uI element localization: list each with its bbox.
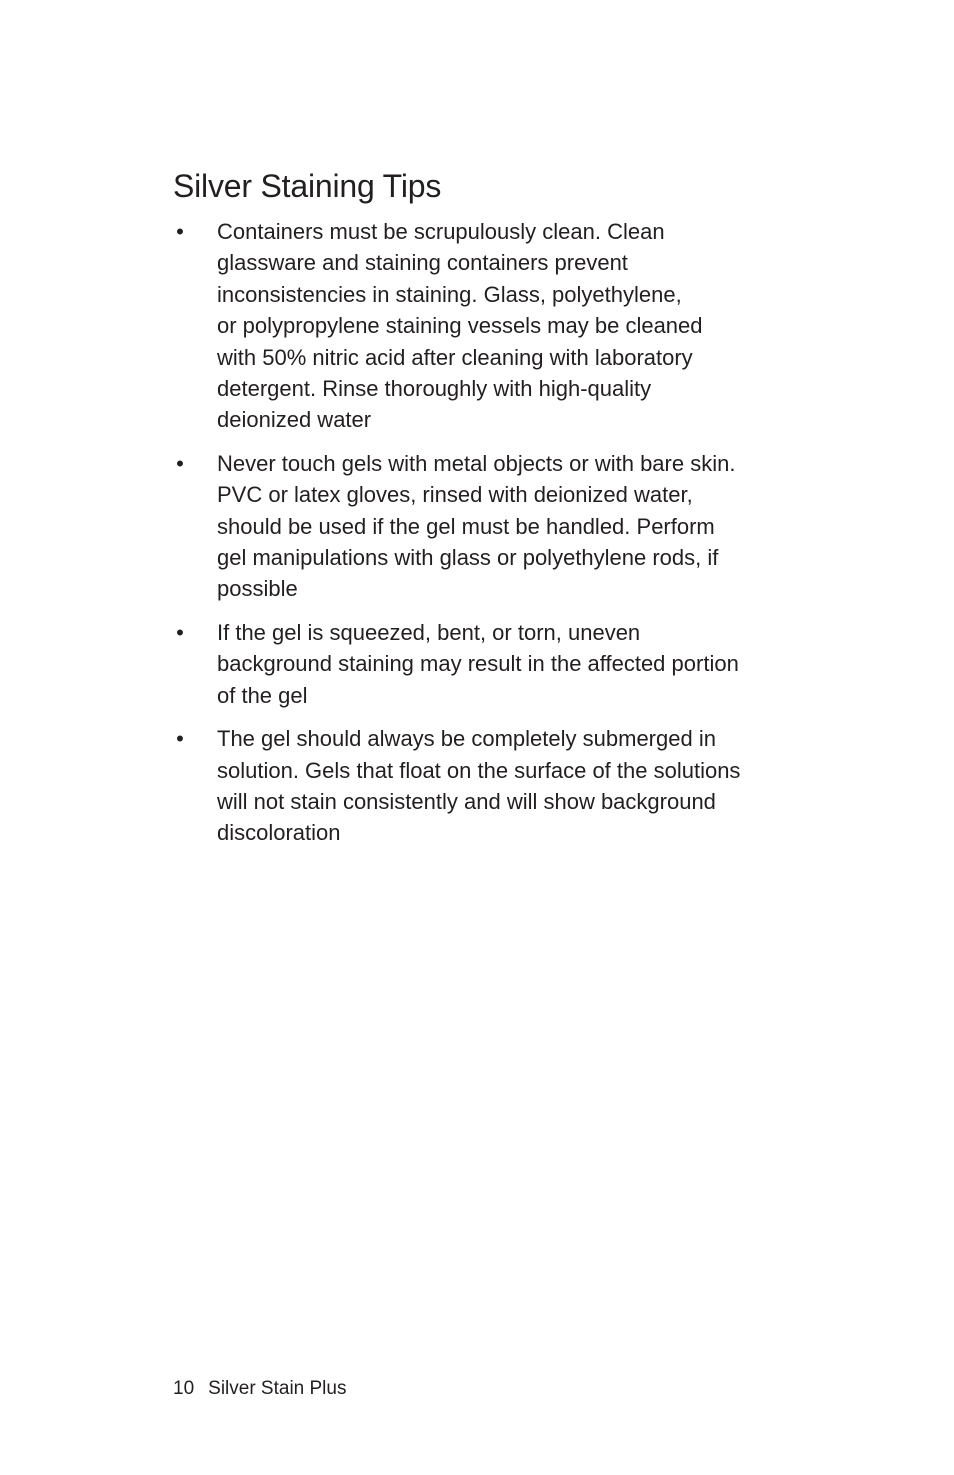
tip-line: possible (217, 576, 298, 602)
tip-item (173, 216, 785, 436)
tip-line: should be used if the gel must be handled. Perform (217, 513, 715, 539)
tip-item (173, 617, 785, 711)
tip-line: discoloration (217, 820, 341, 846)
tip-line: glassware and staining containers prevent (217, 250, 628, 276)
tip-line: or polypropylene staining vessels may be cleaned (217, 313, 703, 339)
page-number: 10 (173, 1378, 195, 1399)
tip-line: of the gel (217, 682, 308, 708)
footer-document-title: Silver Stain Plus (208, 1378, 347, 1399)
tip-line: If the gel is squeezed, bent, or torn, uneven (217, 619, 641, 645)
tips-list (173, 216, 785, 861)
tip-line: detergent. Rinse thoroughly with high-quality (217, 376, 652, 402)
tip-line: Containers must be scrupulously clean. Clean (217, 219, 665, 244)
tip-item (173, 723, 785, 849)
bullet-icon: • (176, 219, 184, 244)
tip-line: deionized water (217, 407, 372, 433)
tip-item (173, 448, 785, 605)
bullet-icon: • (176, 726, 184, 752)
tip-line: The gel should always be completely submerged in (217, 726, 716, 752)
tip-line: with 50% nitric acid after cleaning with laboratory (217, 344, 693, 370)
tip-line: solution. Gels that float on the surface of the solutions (217, 757, 741, 783)
tip-line: inconsistencies in staining. Glass, polyethylene, (217, 281, 682, 307)
tip-line: PVC or latex gloves, rinsed with deionized water, (217, 482, 693, 508)
tip-line: background staining may result in the affected portion (217, 651, 739, 677)
bullet-icon: • (176, 619, 184, 645)
tip-line: gel manipulations with glass or polyethylene rods, if (217, 545, 719, 571)
page-footer (173, 1377, 346, 1401)
tip-line: will not stain consistently and will show background (217, 788, 716, 814)
tip-line: Never touch gels with metal objects or with bare skin. (217, 450, 736, 476)
page-title: Silver Staining Tips (173, 168, 442, 204)
bullet-icon: • (176, 450, 184, 476)
